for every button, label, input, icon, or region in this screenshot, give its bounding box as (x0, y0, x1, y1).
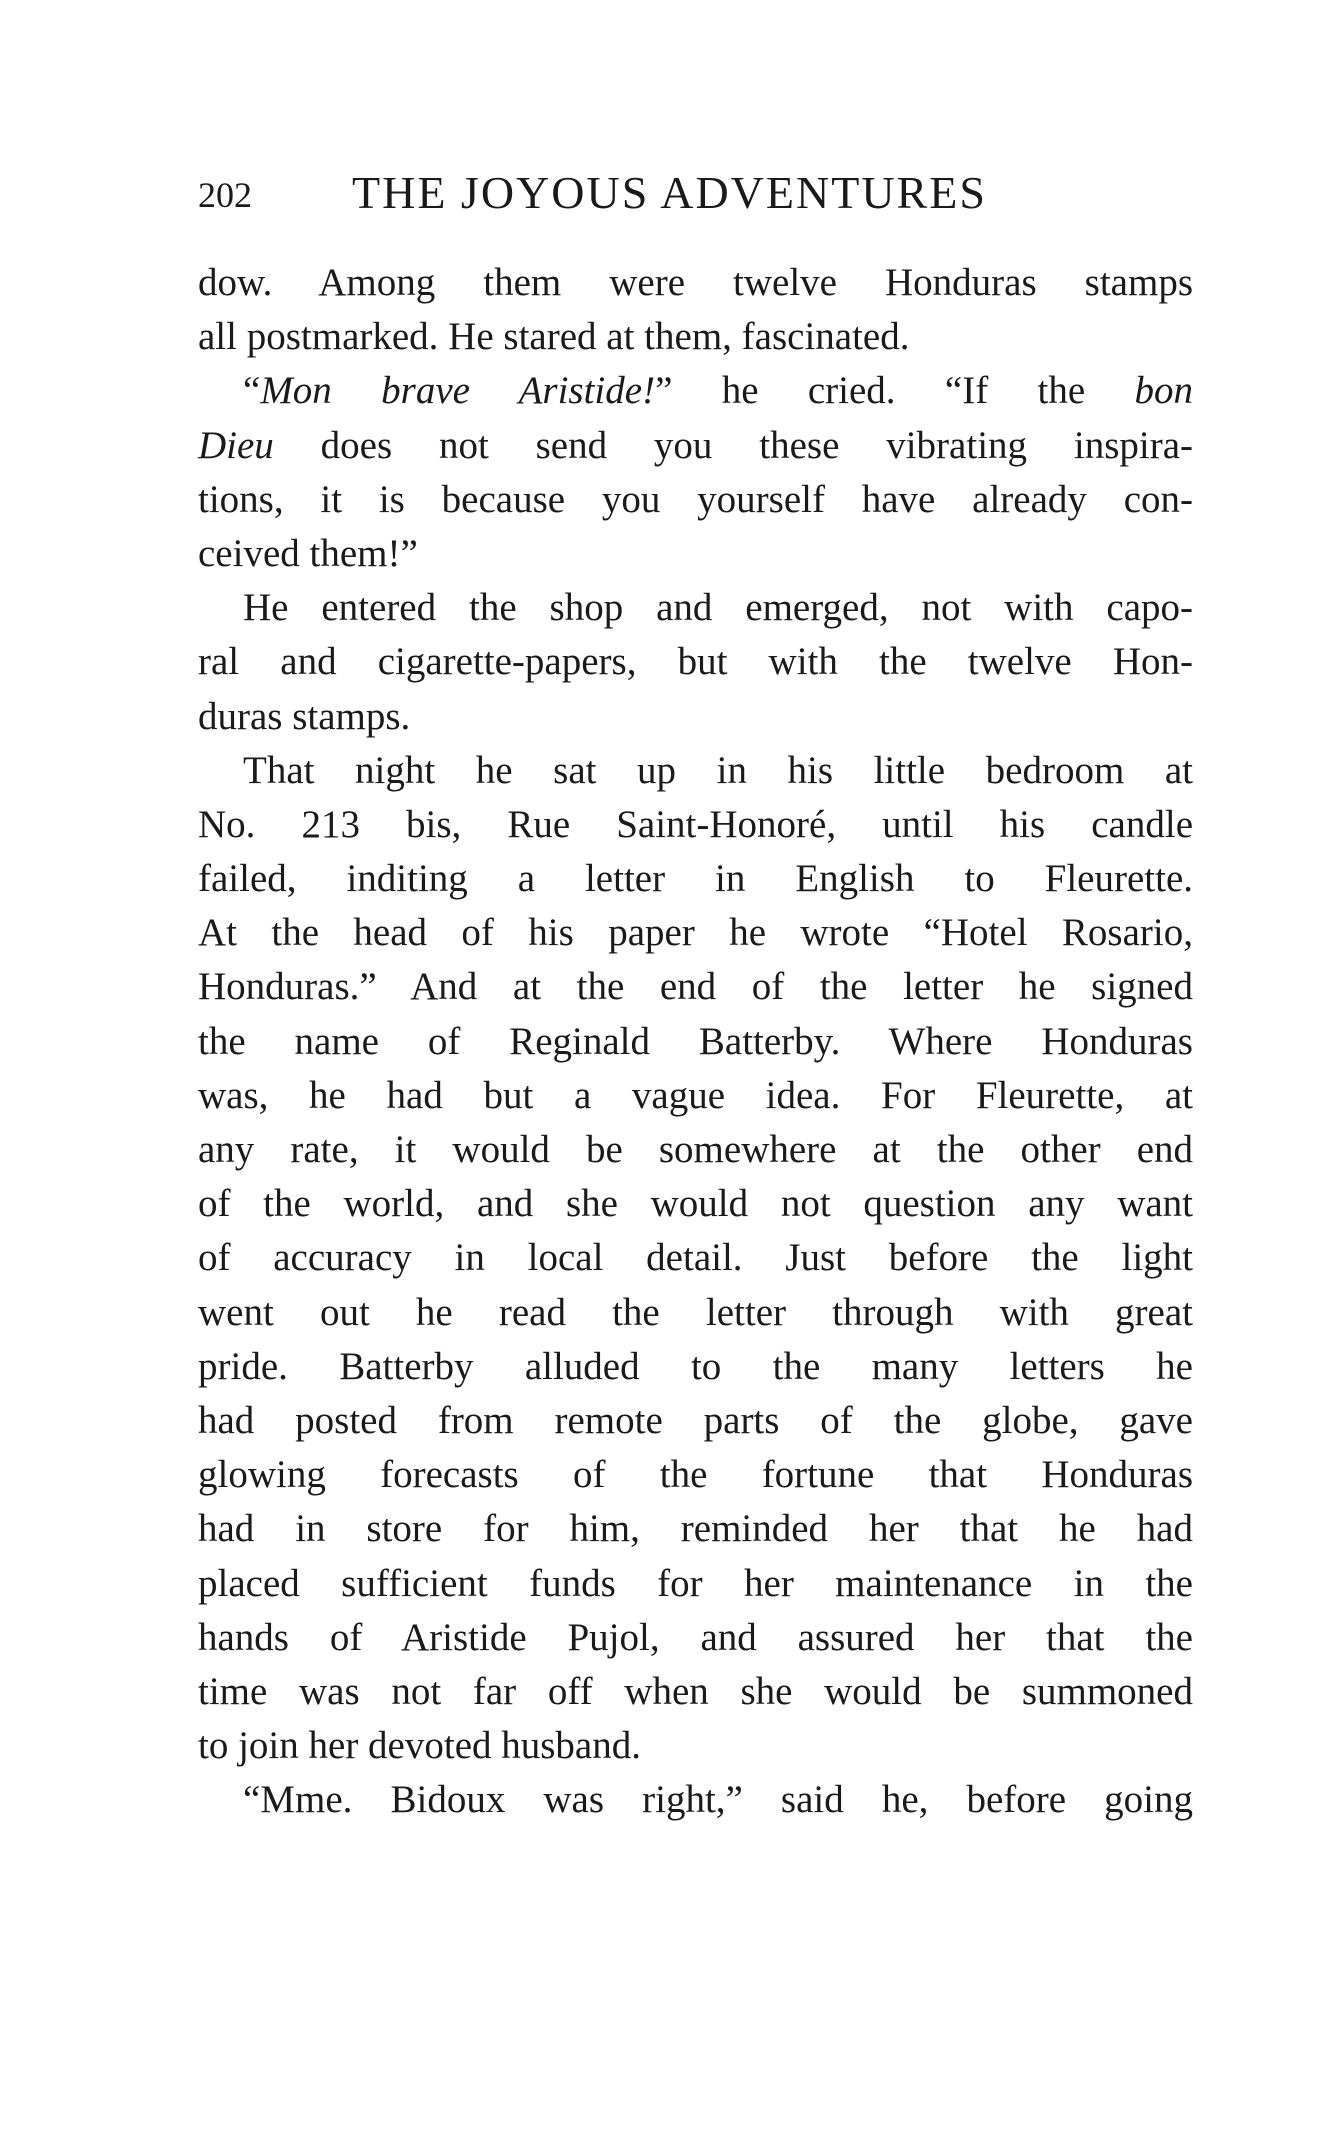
text-segment: At the head of his paper he wrote “Hotel Rosario, (198, 911, 1193, 955)
text-line (198, 635, 1193, 689)
italic-text: Mon brave Aristide! (260, 369, 656, 413)
text-segment: “ (243, 369, 261, 413)
text-line (198, 1611, 1193, 1665)
text-segment: That night he sat up in his little bedroom at (243, 748, 1193, 792)
text-segment: No. 213 bis, Rue Saint-Honoré, until his candle (198, 802, 1193, 846)
text-line (198, 1015, 1193, 1069)
text-line (198, 364, 1193, 418)
text-line (198, 852, 1193, 906)
text-segment: tions, it is because you yourself have already con- (198, 477, 1193, 521)
text-line (198, 527, 1193, 581)
text-line (198, 1177, 1193, 1231)
text-segment: the name of Reginald Batterby. Where Honduras (198, 1019, 1193, 1063)
text-line (198, 1665, 1193, 1719)
page-body-text (198, 256, 1193, 1827)
text-line (198, 419, 1193, 473)
text-line (198, 1557, 1193, 1611)
text-line (198, 581, 1193, 635)
text-segment: to join her devoted husband. (198, 1724, 641, 1768)
text-line (198, 798, 1193, 852)
text-segment: time was not far off when she would be summoned (198, 1669, 1193, 1713)
text-segment: was, he had but a vague idea. For Fleurette, at (198, 1073, 1193, 1117)
text-segment: ceived them!” (198, 531, 418, 575)
text-segment: does not send you these vibrating inspira- (273, 423, 1193, 467)
text-segment: “Mme. Bidoux was right,” said he, before going (243, 1778, 1193, 1822)
text-segment: any rate, it would be somewhere at the other end (198, 1128, 1193, 1171)
text-segment: of the world, and she would not question any want (198, 1182, 1193, 1226)
text-segment: Honduras.” And at the end of the letter he signed (198, 965, 1193, 1009)
text-line (198, 1286, 1193, 1340)
text-segment: of accuracy in local detail. Just before the light (198, 1236, 1193, 1280)
text-line (198, 473, 1193, 527)
text-segment: He entered the shop and emerged, not with capo- (243, 586, 1193, 630)
text-line (198, 1231, 1193, 1285)
text-line (198, 256, 1193, 310)
text-line (198, 906, 1193, 960)
text-line (198, 1394, 1193, 1448)
text-line (198, 744, 1193, 798)
text-segment: failed, inditing a letter in English to Fleurette. (198, 857, 1193, 901)
text-line (198, 960, 1193, 1014)
text-segment: duras stamps. (198, 694, 411, 738)
text-segment: dow. Among them were twelve Honduras stamps (198, 261, 1193, 304)
text-segment: hands of Aristide Pujol, and assured her that the (198, 1615, 1193, 1659)
text-segment: pride. Batterby alluded to the many letters he (198, 1344, 1193, 1388)
text-line (198, 310, 1193, 364)
text-segment: had in store for him, reminded her that he had (198, 1507, 1193, 1551)
text-line (198, 1719, 1193, 1773)
text-segment: ral and cigarette-papers, but with the twelve Hon- (198, 640, 1193, 684)
text-line (198, 1448, 1193, 1502)
text-line (198, 690, 1193, 744)
text-segment: went out he read the letter through with great (198, 1290, 1193, 1334)
text-segment: placed sufficient funds for her maintenance in the (198, 1561, 1193, 1605)
text-segment: all postmarked. He stared at them, fascinated. (198, 315, 910, 359)
text-line (198, 1123, 1193, 1177)
page-number: 202 (198, 175, 252, 215)
text-segment: ” he cried. “If the (655, 369, 1135, 413)
text-line (198, 1340, 1193, 1394)
text-segment: had posted from remote parts of the globe, gave (198, 1398, 1193, 1442)
italic-text: bon (1134, 369, 1194, 413)
text-line (198, 1069, 1193, 1123)
italic-text: Dieu (198, 423, 274, 467)
text-line (198, 1773, 1193, 1827)
running-title: THE JOYOUS ADVENTURES (352, 167, 987, 218)
page-header (198, 166, 1198, 226)
text-segment: glowing forecasts of the fortune that Honduras (198, 1453, 1193, 1497)
text-line (198, 1502, 1193, 1556)
